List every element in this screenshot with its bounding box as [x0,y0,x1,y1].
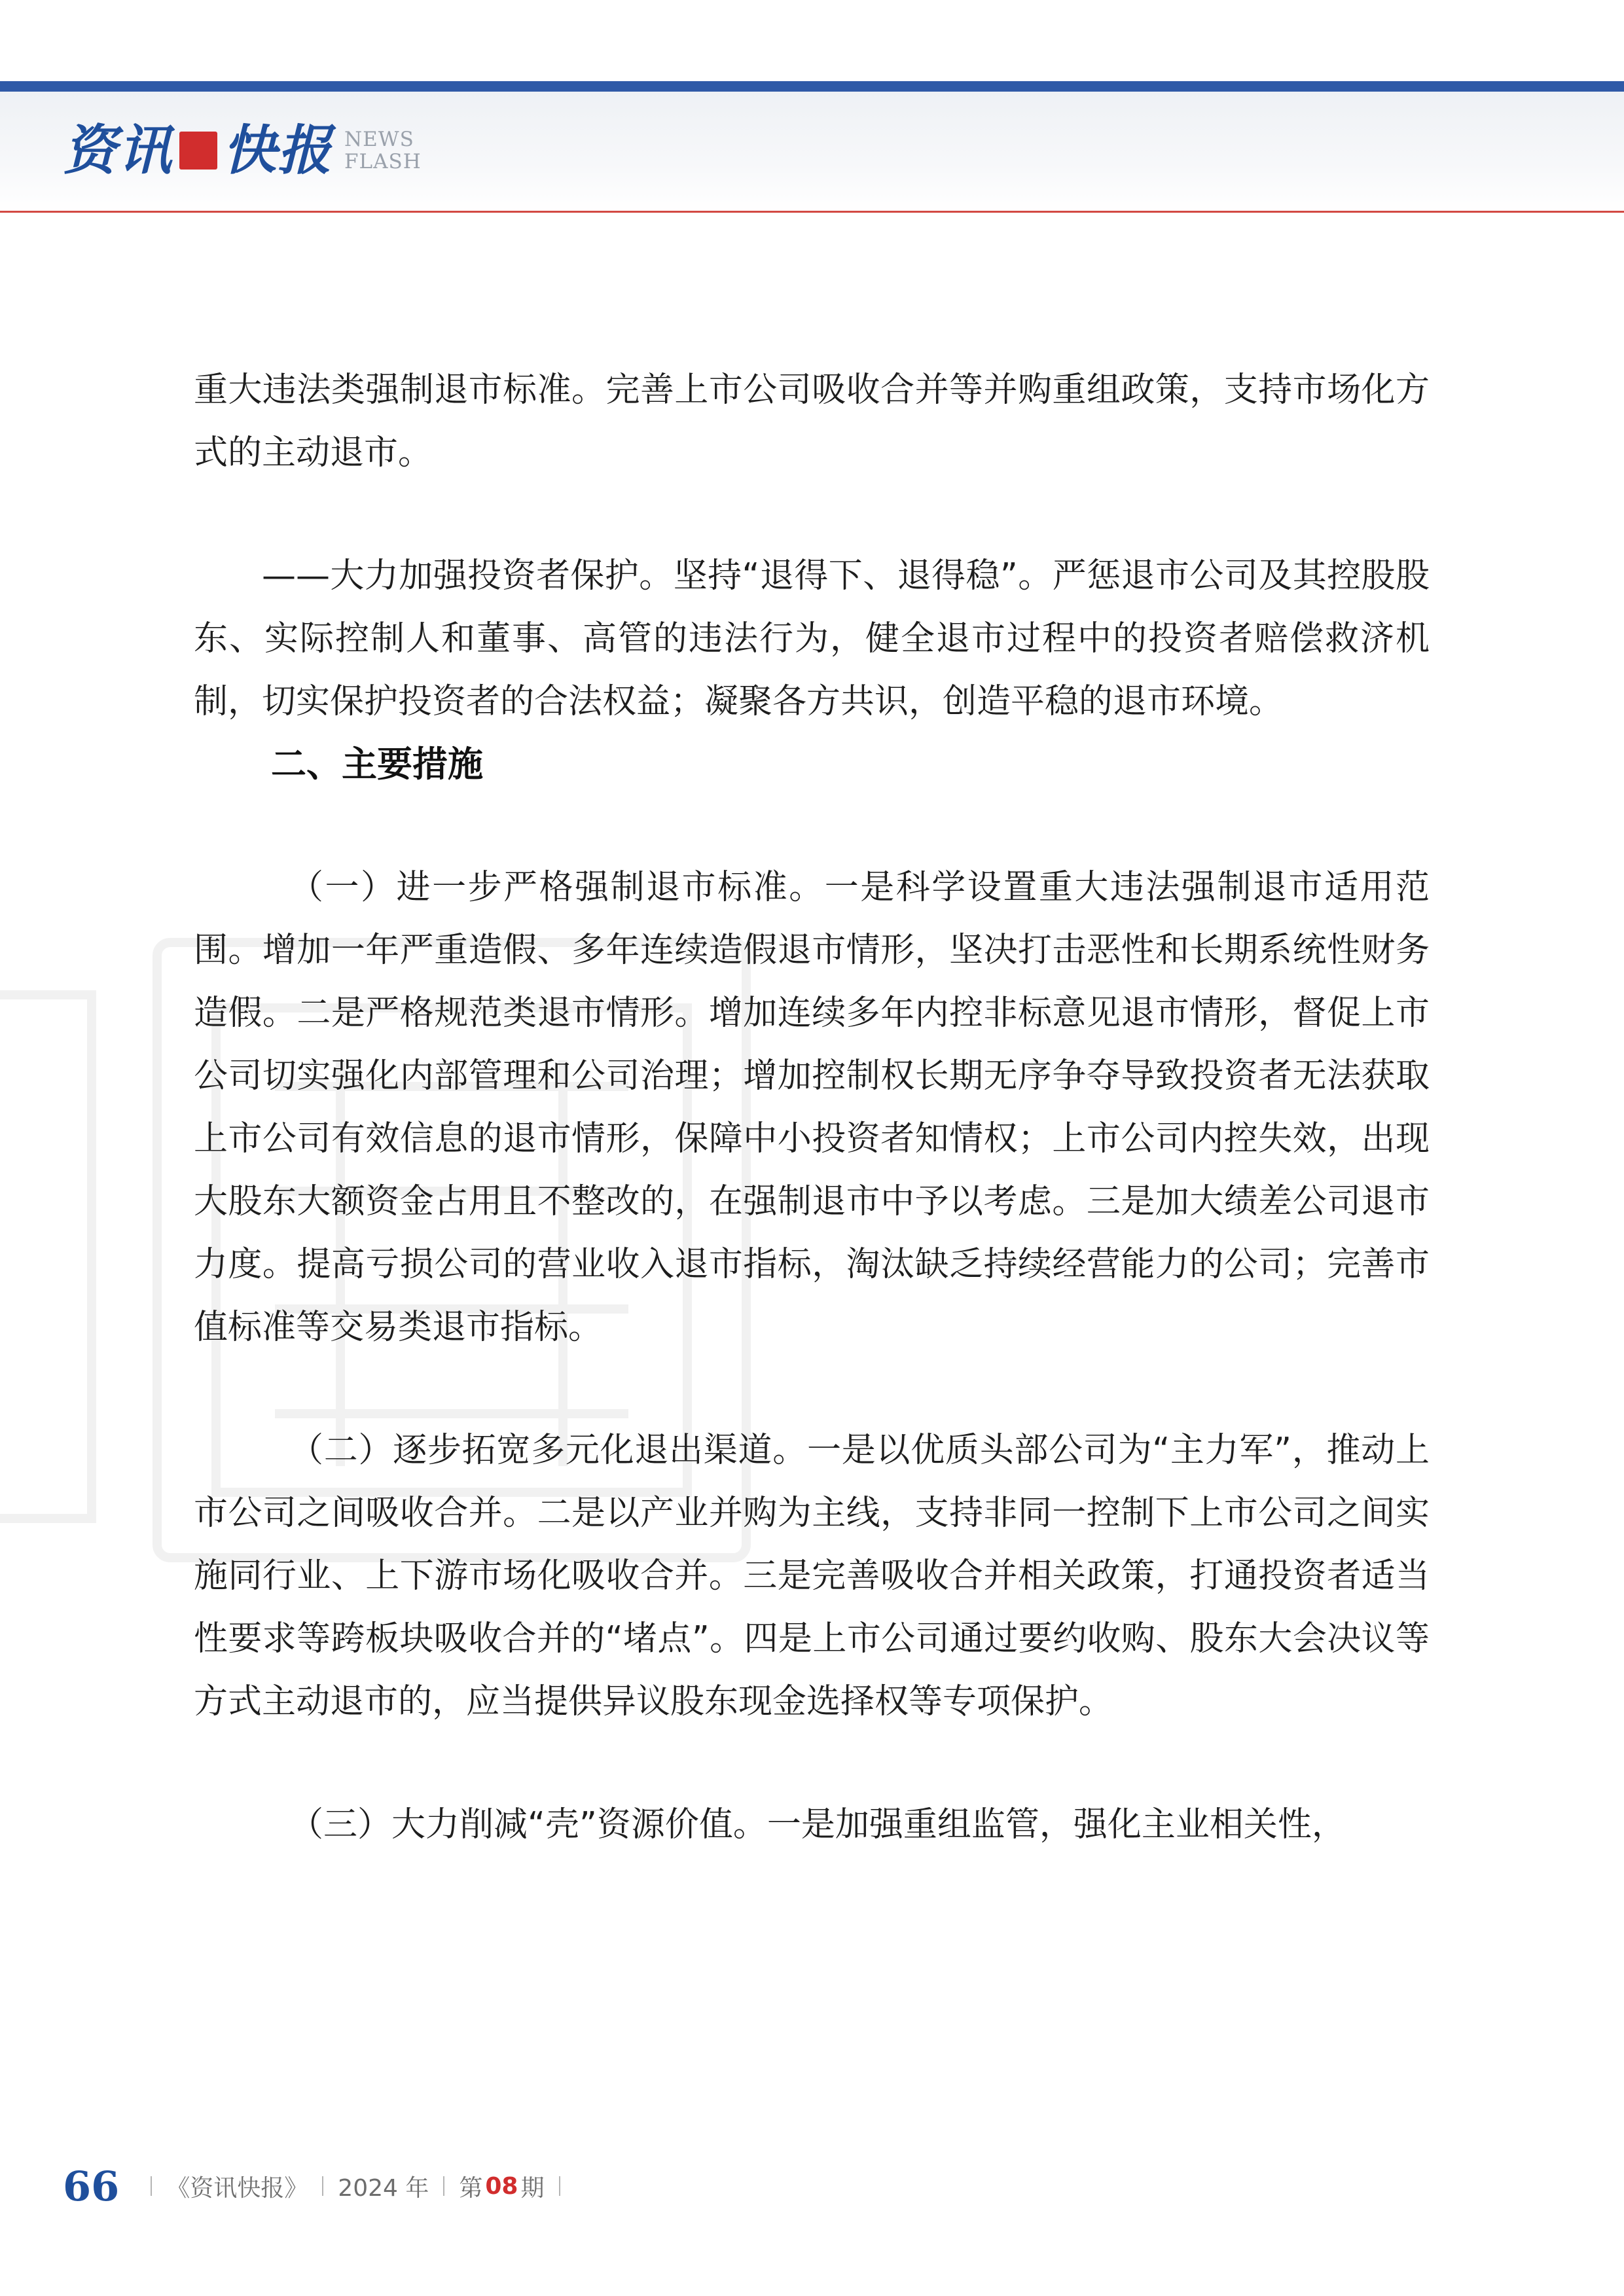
masthead-english-line1: NEWS [344,128,414,151]
header-top-bar [0,81,1624,92]
page-number: 66 [63,2162,120,2210]
masthead-english [344,128,422,173]
page-footer [63,2160,575,2212]
header-divider [0,211,1624,213]
masthead-english-line2: FLASH [344,150,422,173]
paragraph-measure-1: （一）进一步严格强制退市标准。一是科学设置重大违法强制退市适用范围。增加一年严重造假、多年连续造假退市情形，坚决打击恶性和长期系统性财务造假。二是严格规范类退市情形。增加连续多年内控非标意见退市情形，督促上市公司切实强化内部管理和公司治理；增加控制权长期无序争夺导致投资者无法获取上市公司有效信息的退市情形，保障中小投资者知情权；上市公司内控失效，出现大股东大额资金占用且不整改的，在强制退市中予以考虑。三是加大绩差公司退市力度。提高亏损公司的营业收入退市指标，淘汰缺乏持续经营能力的公司；完善市值标准等交易类退市指标。 [194,868,1430,1347]
footer-separator [443,2176,444,2196]
footer-publication: 《资讯快报》 [166,2174,308,2202]
footer-separator [151,2176,152,2196]
paragraph-continuation: 重大违法类强制退市标准。完善上市公司吸收合并等并购重组政策，支持市场化方式的主动退市。 [194,370,1430,473]
seal-icon [179,132,217,170]
paragraph-investor-protection: ——大力加强投资者保护。坚持“退得下、退得稳”。严惩退市公司及其控股股东、实际控制人和董事、高管的违法行为，健全退市过程中的投资者赔偿救济机制，切实保护投资者的合法权益；凝聚各方共识，创造平稳的退市环境。 [194,556,1430,721]
paragraph-measure-3: （三）大力削减“壳”资源价值。一是加强重组监管，强化主业相关性， [289,1805,1346,1844]
footer-issue-prefix: 第 [459,2174,483,2202]
footer-separator [559,2176,560,2196]
section-heading-main-measures: 二、主要措施 [271,744,483,785]
masthead-title-right: 快报 [223,119,333,182]
masthead-logo [63,111,422,190]
paragraph-measure-2: （二）逐步拓宽多元化退出渠道。一是以优质头部公司为“主力军”，推动上市公司之间吸收合并。二是以产业并购为主线，支持非同一控制下上市公司之间实施同行业、上下游市场化吸收合并。三是完善吸收合并相关政策，打通投资者适当性要求等跨板块吸收合并的“堵点”。四是上市公司通过要约收购、股东大会决议等方式主动退市的，应当提供异议股东现金选择权等专项保护。 [194,1431,1430,1721]
article-body [194,359,1430,1856]
masthead-title-left: 资讯 [63,119,173,182]
footer-issue-number: 08 [485,2172,518,2200]
footer-year: 2024 年 [338,2174,429,2202]
footer-issue-suffix: 期 [520,2174,545,2202]
footer-separator [322,2176,323,2196]
